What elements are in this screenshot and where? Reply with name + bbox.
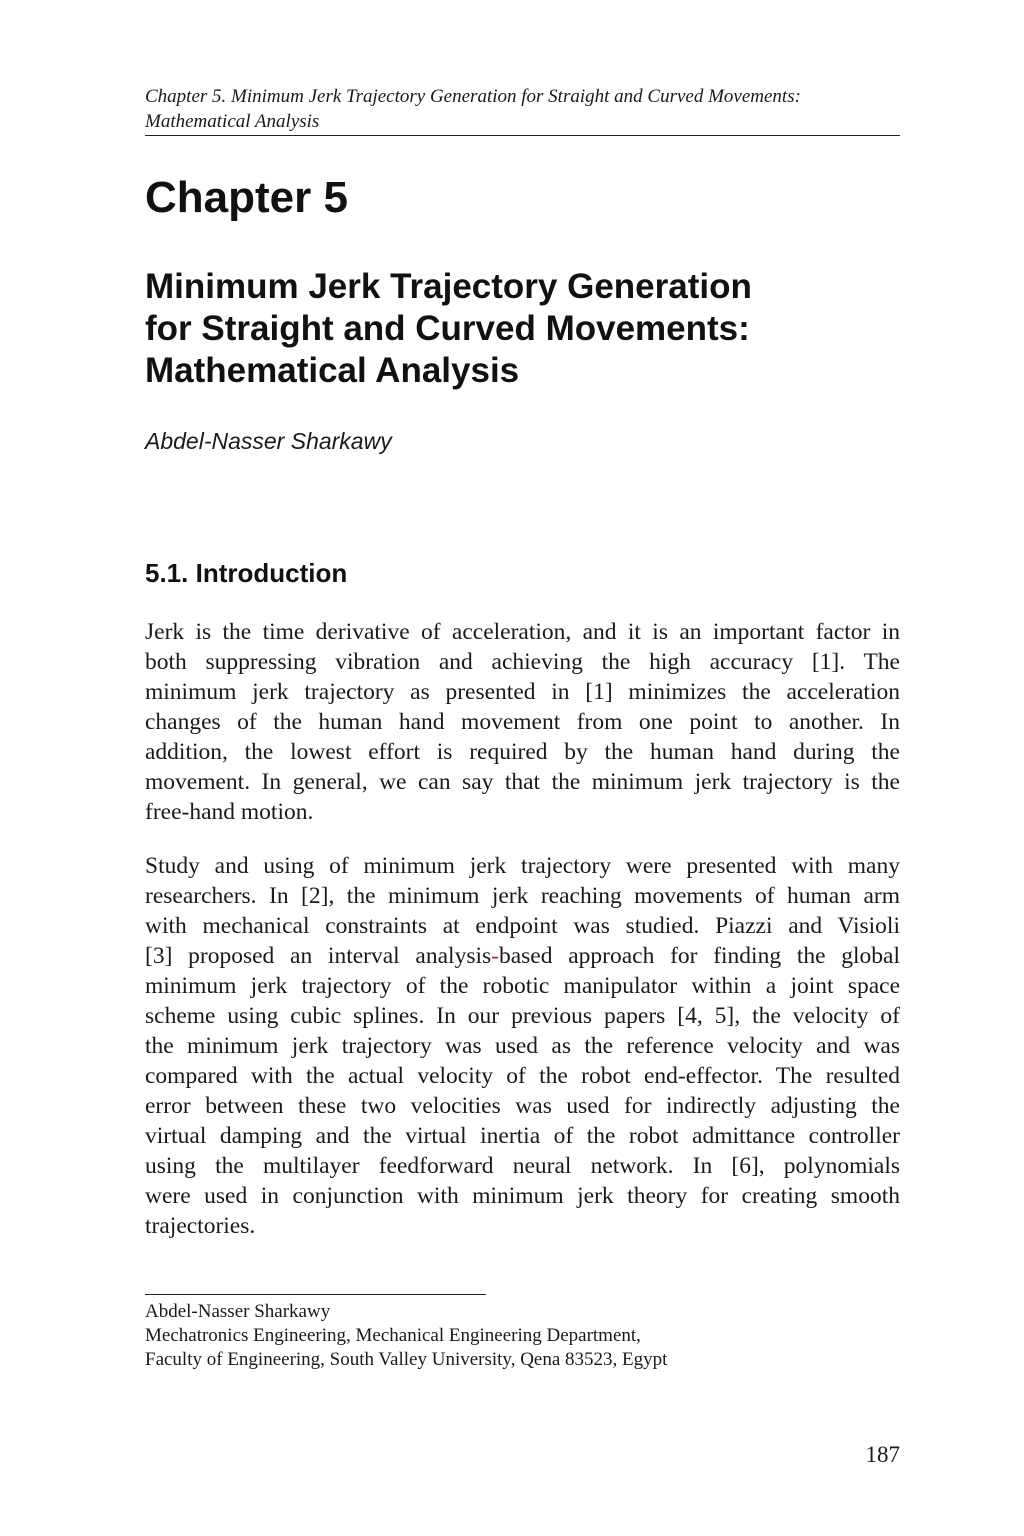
running-header bbox=[145, 84, 900, 134]
paragraph-line: minimum jerk trajectory of the robotic manipulator within a joint space bbox=[145, 973, 900, 999]
section-heading: 5.1. Introduction bbox=[145, 558, 348, 588]
running-header-line-1: Chapter 5. Minimum Jerk Trajectory Generation for Straight and Curved Movements: bbox=[145, 86, 801, 107]
paragraph-line-segment: based approach for finding the global bbox=[498, 943, 901, 969]
chapter-author: Abdel-Nasser Sharkawy bbox=[145, 428, 392, 454]
paragraph-line: with mechanical constraints at endpoint was studied. Piazzi and Visioli bbox=[145, 913, 900, 939]
chapter-label: Chapter 5 bbox=[145, 173, 348, 222]
paragraph-line: trajectories. bbox=[145, 1213, 256, 1239]
header-rule bbox=[145, 135, 900, 136]
paragraph-line: using the multilayer feedforward neural network. In [6], polynomials bbox=[145, 1153, 900, 1179]
highlighted-hyphen: - bbox=[491, 943, 499, 969]
page-number: 187 bbox=[865, 1442, 900, 1467]
chapter-title-line-2: for Straight and Curved Movements: bbox=[145, 309, 750, 348]
paragraph-line: changes of the human hand movement from one point to another. In bbox=[145, 709, 900, 735]
running-header-line-2: Mathematical Analysis bbox=[145, 111, 320, 132]
paragraph-line: minimum jerk trajectory as presented in [1] minimizes the acceleration bbox=[145, 679, 900, 705]
paragraph-line: were used in conjunction with minimum jerk theory for creating smooth bbox=[145, 1183, 900, 1209]
introduction-paragraph-2 bbox=[145, 851, 900, 1241]
chapter-title bbox=[145, 266, 900, 392]
paragraph-line: free-hand motion. bbox=[145, 799, 314, 825]
paragraph-line: Study and using of minimum jerk trajectory were presented with many bbox=[145, 853, 900, 879]
paragraph-line: error between these two velocities was used for indirectly adjusting the bbox=[145, 1093, 900, 1119]
paragraph-line-segment: [3] proposed an interval analysis bbox=[145, 943, 492, 969]
footnote-affiliation-line-2: Faculty of Engineering, South Valley University, Qena 83523, Egypt bbox=[145, 1349, 668, 1370]
paragraph-line: movement. In general, we can say that the minimum jerk trajectory is the bbox=[145, 769, 900, 795]
paragraph-line bbox=[145, 941, 900, 971]
chapter-title-line-3: Mathematical Analysis bbox=[145, 351, 520, 390]
paragraph-line: virtual damping and the virtual inertia of the robot admittance controller bbox=[145, 1123, 900, 1149]
book-page bbox=[145, 0, 900, 1536]
paragraph-line: scheme using cubic splines. In our previous papers [4, 5], the velocity of bbox=[145, 1003, 900, 1029]
paragraph-line: Jerk is the time derivative of acceleration, and it is an important factor in bbox=[145, 619, 900, 645]
footnote-rule bbox=[145, 1294, 486, 1295]
footnote-author: Abdel-Nasser Sharkawy bbox=[145, 1301, 331, 1322]
introduction-paragraph-1 bbox=[145, 617, 900, 827]
footnote-affiliation-line-1: Mechatronics Engineering, Mechanical Engineering Department, bbox=[145, 1325, 641, 1346]
paragraph-line: addition, the lowest effort is required by the human hand during the bbox=[145, 739, 900, 765]
paragraph-line: the minimum jerk trajectory was used as the reference velocity and was bbox=[145, 1033, 900, 1059]
chapter-title-line-1: Minimum Jerk Trajectory Generation bbox=[145, 267, 752, 306]
paragraph-line: researchers. In [2], the minimum jerk reaching movements of human arm bbox=[145, 883, 900, 909]
paragraph-line: both suppressing vibration and achieving the high accuracy [1]. The bbox=[145, 649, 900, 675]
paragraph-line: compared with the actual velocity of the robot end-effector. The resulted bbox=[145, 1063, 900, 1089]
author-footnote bbox=[145, 1300, 900, 1372]
